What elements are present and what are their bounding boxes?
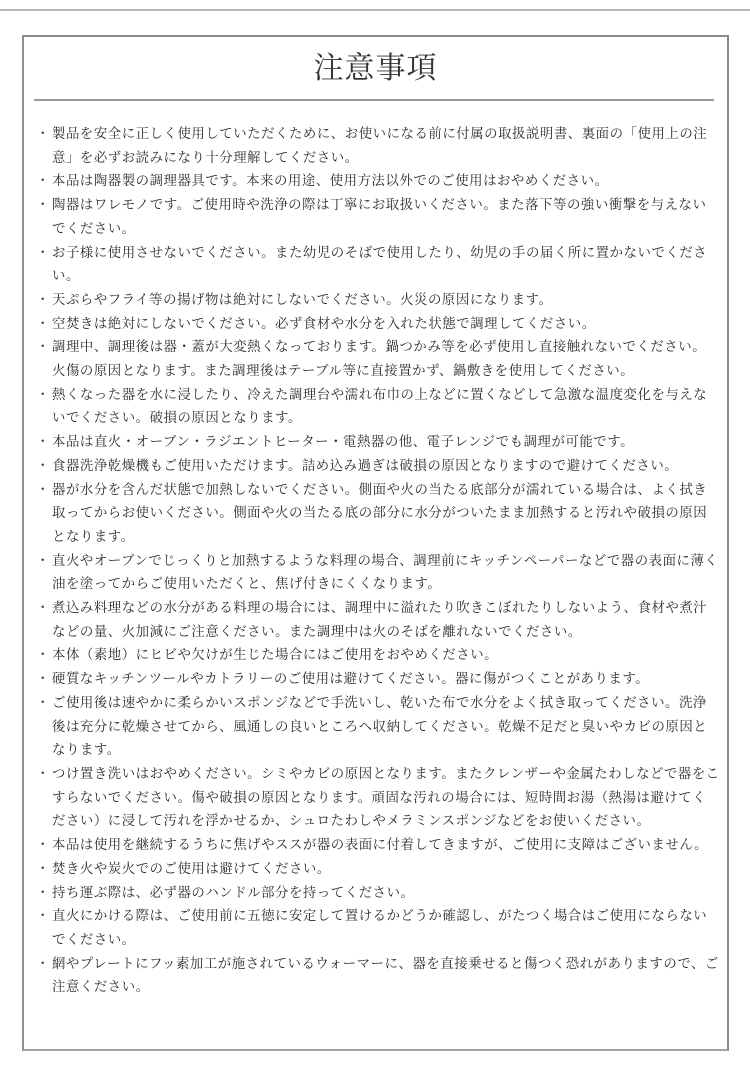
top-divider <box>0 9 750 11</box>
bullet-icon: ・ <box>36 885 50 901</box>
list-item <box>32 479 720 550</box>
item-text: 陶器はワレモノです。ご使用時や洗浄の際は丁寧にお取扱いください。また落下等の強い衝撃を与えないでください。 <box>52 198 707 237</box>
list-item <box>32 763 720 834</box>
list-item <box>32 953 720 1000</box>
item-text: 空焚きは絶対にしないでください。必ず食材や水分を入れた状態で調理してください。 <box>52 316 596 332</box>
item-text: 器が水分を含んだ状態で加熱しないでください。側面や火の当たる底部分が濡れている場合は、よく拭き取ってからお使いください。側面や火の当たる底の部分に水分がついたまま加熱すると汚れや破損の原因となります。 <box>52 482 708 545</box>
bullet-icon: ・ <box>36 648 50 664</box>
list-item <box>32 313 720 337</box>
item-text: ご使用後は速やかに柔らかいスポンジなどで手洗いし、乾いた布で水分をよく拭き取ってください。洗浄後は充分に乾燥させてから、風通しの良いところへ収納してください。乾燥不足だと臭いやカビの原因となります。 <box>52 695 708 759</box>
list-item <box>32 455 720 479</box>
bullet-icon: ・ <box>36 909 50 925</box>
item-text: 網やプレートにフッ素加工が施されているウォーマーに、器を直接乗せると傷つく恐れがありますので、ご注意ください。 <box>52 956 719 996</box>
list-item <box>32 384 720 431</box>
item-text: 本品は使用を継続するうちに焦げやススが器の表面に付着してきますが、ご使用に支障はございません。 <box>52 838 709 854</box>
page-title: 注意事項 <box>313 51 438 86</box>
list-item <box>32 242 720 289</box>
item-text: 直火やオーブンでじっくりと加熱するような料理の場合、調理前にキッチンペーパーなどで器の表面に薄く油を塗ってからご使用いただくと、焦げ付きにくくなります。 <box>52 553 719 593</box>
item-text: 硬質なキッチンツールやカトラリーのご使用は避けてください。器に傷がつくことがあります。 <box>52 672 650 688</box>
bullet-icon: ・ <box>36 482 50 498</box>
item-text: 食器洗浄乾燥機もご使用いただけます。詰め込み過ぎは破損の原因となりますので避けてください。 <box>52 458 679 474</box>
list-item <box>32 668 720 692</box>
bullet-icon: ・ <box>36 838 50 854</box>
item-text: お子様に使用させないでください。また幼児のそばで使用したり、幼児の手の届く所に置かないでください。 <box>52 245 708 285</box>
item-text: 製品を安全に正しく使用していただくために、お使いになる前に付属の取扱説明書、裏面の「使用上の注意」を必ずお読みになり十分理解してください。 <box>52 127 708 166</box>
list-item <box>32 597 720 644</box>
item-text: 本品は直火・オーブン・ラジエントヒーター・電熱器の他、電子レンジでも調理が可能です。 <box>52 435 635 451</box>
item-text: 焚き火や炭火でのご使用は避けてください。 <box>52 861 331 877</box>
list-item <box>32 123 720 170</box>
bullet-icon: ・ <box>36 387 50 403</box>
item-text: 煮込み料理などの水分がある料理の場合には、調理中に溢れたり吹きこぼれたりしないよう、食材や煮汁などの量、火加減にご注意ください。また調理中は火のそばを離れないでください。 <box>52 601 708 640</box>
list-item <box>32 644 720 668</box>
list-item <box>32 170 720 194</box>
bullet-icon: ・ <box>36 245 50 261</box>
bullet-icon: ・ <box>36 695 50 711</box>
bullet-icon: ・ <box>36 601 50 617</box>
list-item <box>32 550 720 597</box>
title-divider <box>34 99 714 101</box>
bullet-icon: ・ <box>36 458 50 474</box>
item-text: 調理中、調理後は器・蓋が大変熱くなっております。鍋つかみ等を必ず使用し直接触れないでください。火傷の原因となります。また調理後はテーブル等に直接置かず、鍋敷きを使用してください。 <box>52 340 707 380</box>
bullet-icon: ・ <box>36 956 50 972</box>
item-text: 熱くなった器を水に浸したり、冷えた調理台や濡れ布巾の上などに置くなどして急激な温度変化を与えないでください。破損の原因となります。 <box>52 387 708 427</box>
bullet-icon: ・ <box>36 766 50 782</box>
list-item <box>32 692 720 763</box>
list-item <box>32 289 720 313</box>
precautions-list <box>32 123 720 1000</box>
bullet-icon: ・ <box>36 435 50 451</box>
bullet-icon: ・ <box>36 316 50 332</box>
item-text: 本品は陶器製の調理器具です。本来の用途、使用方法以外でのご使用はおやめください。 <box>52 174 609 190</box>
notice-panel <box>22 35 729 1051</box>
bullet-icon: ・ <box>36 553 50 569</box>
list-item <box>32 905 720 952</box>
list-item <box>32 336 720 383</box>
list-item <box>32 194 720 241</box>
list-item <box>32 882 720 906</box>
item-text: 直火にかける際は、ご使用前に五徳に安定して置けるかどうか確認し、がたつく場合はご使用にならないでください。 <box>52 909 708 948</box>
bullet-icon: ・ <box>36 198 50 214</box>
list-item <box>32 431 720 455</box>
item-text: 持ち運ぶ際は、必ず器のハンドル部分を持ってください。 <box>52 885 415 901</box>
bullet-icon: ・ <box>36 340 50 356</box>
bullet-icon: ・ <box>36 174 50 190</box>
item-text: 天ぷらやフライ等の揚げ物は絶対にしないでください。火災の原因になります。 <box>52 292 553 308</box>
bullet-icon: ・ <box>36 672 50 688</box>
bullet-icon: ・ <box>36 861 50 877</box>
item-text: 本体（素地）にヒビや欠けが生じた場合にはご使用をおやめください。 <box>52 648 499 664</box>
bullet-icon: ・ <box>36 127 50 142</box>
list-item <box>32 858 720 882</box>
list-item <box>32 834 720 858</box>
bullet-icon: ・ <box>36 292 50 308</box>
item-text: つけ置き洗いはおやめください。シミやカビの原因となります。またクレンザーや金属たわしなどで器をこすらないでください。傷や破損の原因となります。頑固な汚れの場合には、短時間お湯（熱湯は避けてください）に浸して汚れを浮かせるか、シュロたわしやメラミンスポンジなどをお使いください。 <box>52 766 720 830</box>
